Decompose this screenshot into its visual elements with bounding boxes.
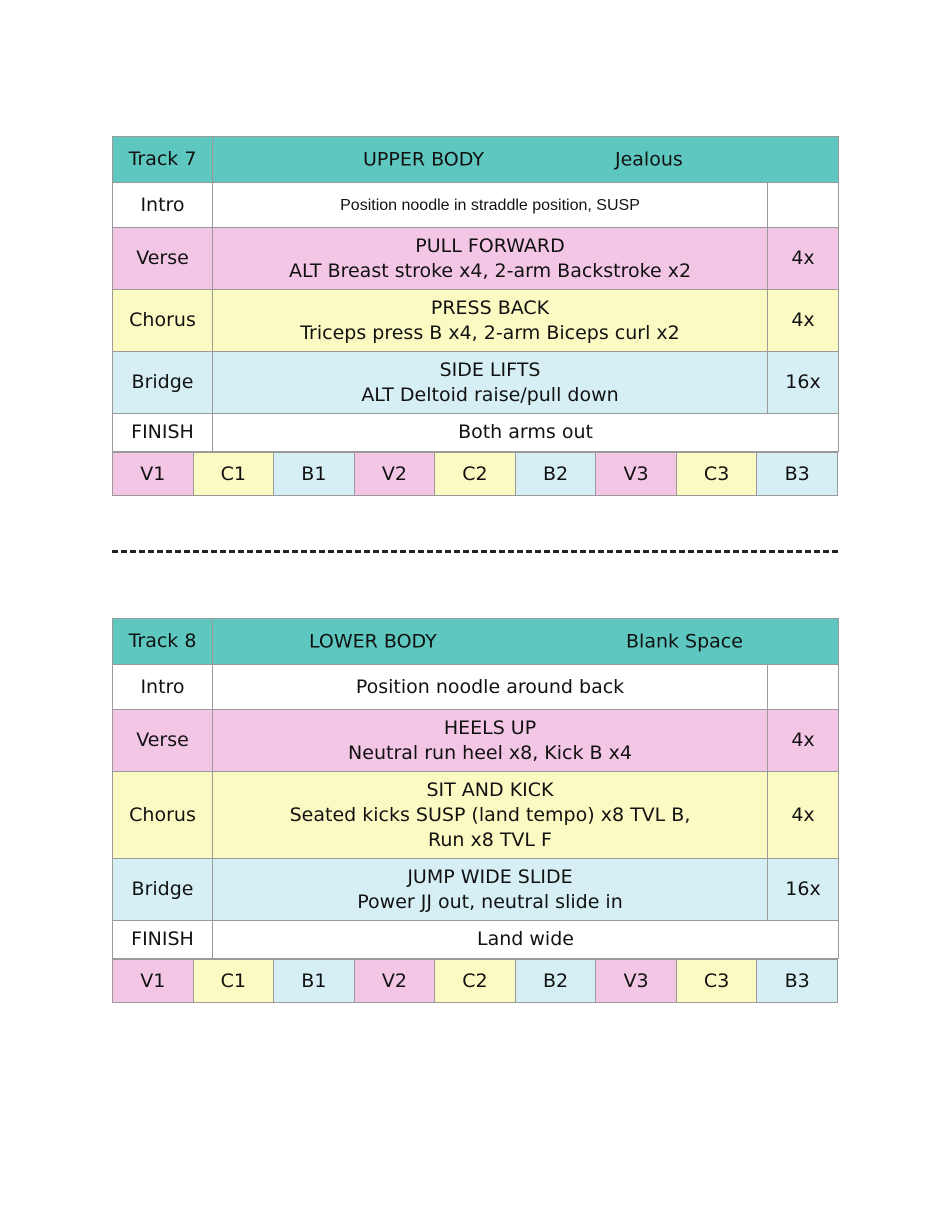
- track-header: [213, 619, 839, 665]
- sequence-cell: B1: [274, 453, 355, 496]
- chorus-reps: 4x: [768, 772, 839, 859]
- intro-reps: [768, 183, 839, 228]
- verse-label: Verse: [113, 710, 213, 772]
- sequence-row: [112, 959, 838, 1003]
- chorus-title: PRESS BACK: [430, 296, 550, 319]
- intro-text: Position noodle around back: [213, 665, 768, 710]
- finish-text: Land wide: [213, 921, 839, 959]
- sequence-cell: B2: [515, 960, 596, 1003]
- sequence-cell: V3: [596, 960, 677, 1003]
- sequence-cell: B1: [274, 960, 355, 1003]
- sequence-cell: V1: [113, 960, 194, 1003]
- bridge-reps: 16x: [768, 859, 839, 921]
- track-card-8: [112, 618, 838, 1003]
- bridge-move: [213, 859, 768, 921]
- verse-reps: 4x: [768, 710, 839, 772]
- sequence-cell: V2: [354, 960, 435, 1003]
- dashed-divider: [112, 550, 838, 553]
- chorus-move: [213, 290, 768, 352]
- track-table: [112, 618, 839, 959]
- chorus-reps: 4x: [768, 290, 839, 352]
- verse-desc: ALT Breast stroke x4, 2-arm Backstroke x2: [288, 259, 692, 282]
- track-table: [112, 136, 839, 452]
- sequence-cell: B3: [757, 960, 838, 1003]
- song-title: Blank Space: [626, 630, 743, 652]
- chorus-desc: Triceps press B x4, 2-arm Biceps curl x2: [300, 321, 680, 344]
- chorus-label: Chorus: [113, 772, 213, 859]
- verse-desc: Neutral run heel x8, Kick B x4: [348, 741, 632, 764]
- sequence-cell: B3: [757, 453, 838, 496]
- bridge-reps: 16x: [768, 352, 839, 414]
- chorus-desc: Seated kicks SUSP (land tempo) x8 TVL B,: [289, 803, 691, 826]
- sequence-cell: C1: [193, 960, 274, 1003]
- bridge-label: Bridge: [113, 859, 213, 921]
- track-number: Track 7: [113, 137, 213, 183]
- track-card-7: [112, 136, 838, 496]
- sequence-cell: C2: [435, 960, 516, 1003]
- song-title: Jealous: [615, 148, 683, 170]
- sequence-cell: V3: [596, 453, 677, 496]
- finish-text: Both arms out: [213, 414, 839, 452]
- intro-label: Intro: [113, 665, 213, 710]
- section-title: LOWER BODY: [309, 630, 437, 652]
- verse-reps: 4x: [768, 228, 839, 290]
- verse-label: Verse: [113, 228, 213, 290]
- bridge-title: SIDE LIFTS: [439, 358, 541, 381]
- verse-move: [213, 710, 768, 772]
- intro-label: Intro: [113, 183, 213, 228]
- bridge-move: [213, 352, 768, 414]
- finish-label: FINISH: [113, 414, 213, 452]
- sequence-cell: C1: [193, 453, 274, 496]
- chorus-desc-line2: Run x8 TVL F: [427, 828, 552, 851]
- finish-label: FINISH: [113, 921, 213, 959]
- sequence-cell: C2: [435, 453, 516, 496]
- chorus-label: Chorus: [113, 290, 213, 352]
- bridge-title: JUMP WIDE SLIDE: [407, 865, 573, 888]
- sequence-cell: C3: [676, 960, 757, 1003]
- intro-text: Position noodle in straddle position, SUSP: [213, 183, 768, 228]
- sequence-row: [112, 452, 838, 496]
- sequence-cell: V1: [113, 453, 194, 496]
- chorus-title: SIT AND KICK: [426, 778, 554, 801]
- verse-move: [213, 228, 768, 290]
- sequence-cell: V2: [354, 453, 435, 496]
- verse-title: HEELS UP: [443, 716, 537, 739]
- intro-reps: [768, 665, 839, 710]
- bridge-label: Bridge: [113, 352, 213, 414]
- sequence-cell: C3: [676, 453, 757, 496]
- chorus-move: [213, 772, 768, 859]
- verse-title: PULL FORWARD: [415, 234, 565, 257]
- sequence-cell: B2: [515, 453, 596, 496]
- track-header: [213, 137, 839, 183]
- bridge-desc: Power JJ out, neutral slide in: [357, 890, 623, 913]
- section-title: UPPER BODY: [363, 148, 484, 170]
- bridge-desc: ALT Deltoid raise/pull down: [361, 383, 619, 406]
- track-number: Track 8: [113, 619, 213, 665]
